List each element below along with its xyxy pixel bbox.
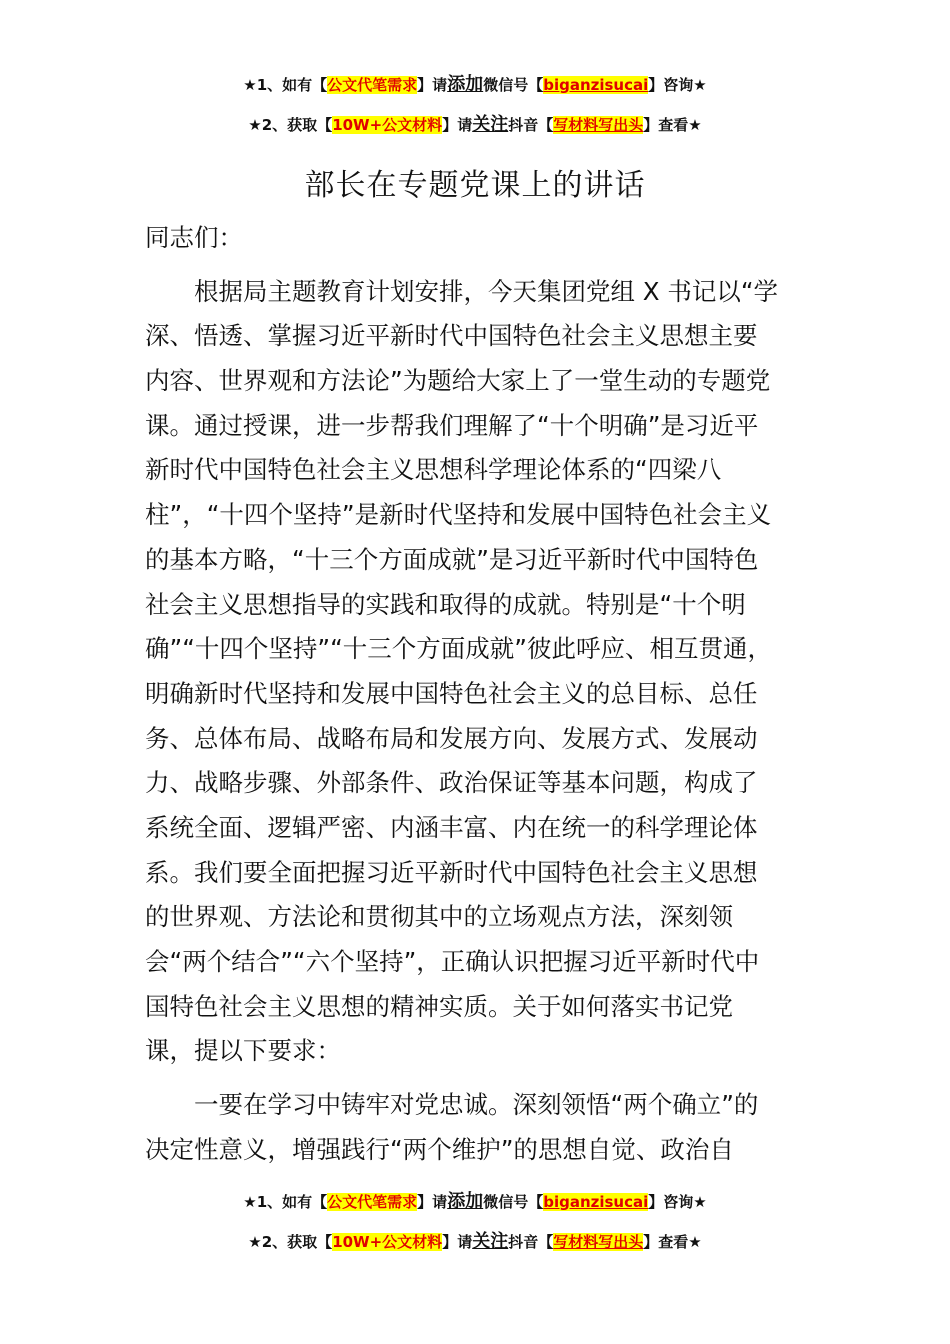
- text-line: 确”“十四个坚持”“十三个方面成就”彼此呼应、相互贯通，: [145, 634, 772, 664]
- promo-emphasis: 添加: [447, 1191, 484, 1212]
- promo-text: 】咨询★: [648, 1193, 707, 1211]
- promo-text: ★1、如有【: [243, 76, 328, 94]
- promo-highlight: 10W+公文材料: [332, 116, 443, 134]
- text-line: 课，提以下要求：: [145, 1036, 341, 1066]
- promo-highlight: 公文代笔需求: [327, 76, 418, 94]
- text-line: 一要在学习中铸牢对党忠诚。深刻领悟“两个确立”的: [145, 1090, 759, 1120]
- text-line: 决定性意义，增强践行“两个维护”的思想自觉、政治自: [145, 1134, 734, 1164]
- text-line: 根据局主题教育计划安排，今天集团党组 X 书记以“学: [145, 276, 779, 306]
- text-line: 社会主义思想指导的实践和取得的成就。特别是“十个明: [145, 589, 746, 619]
- promo-text: 】请: [417, 1193, 448, 1211]
- promo-line-1-footer: [0, 1187, 950, 1213]
- document-title: 部长在专题党课上的讲话: [304, 168, 646, 203]
- text-line: 的世界观、方法论和贯彻其中的立场观点方法，深刻领: [145, 902, 733, 932]
- text-line: 国特色社会主义思想的精神实质。关于如何落实书记党: [145, 991, 733, 1021]
- paragraph-1: [145, 270, 825, 1074]
- document-body: [145, 216, 825, 1172]
- promo-douyin-id: 写材料写出头: [553, 116, 644, 134]
- promo-text: ★1、如有【: [243, 1193, 328, 1211]
- promo-emphasis: 关注: [472, 1231, 509, 1252]
- text-line: 力、战略步骤、外部条件、政治保证等基本问题，构成了: [145, 768, 758, 798]
- promo-emphasis: 添加: [447, 74, 484, 95]
- promo-text: 】请: [442, 1233, 473, 1251]
- promo-wechat-id: biganzisucai: [543, 1193, 649, 1211]
- promo-text: 】咨询★: [648, 76, 707, 94]
- text-line: 的基本方略，“十三个方面成就”是习近平新时代中国特色: [145, 544, 759, 574]
- promo-wechat-id: biganzisucai: [543, 76, 649, 94]
- promo-emphasis: 关注: [472, 114, 509, 135]
- text-line: 明确新时代坚持和发展中国特色社会主义的总目标、总任: [145, 678, 758, 708]
- promo-highlight: 10W+公文材料: [332, 1233, 443, 1251]
- promo-text: 】查看★: [643, 1233, 702, 1251]
- paragraph-2: [145, 1083, 825, 1172]
- text-line: 深、悟透、掌握习近平新时代中国特色社会主义思想主要: [145, 321, 758, 351]
- promo-line-1: [0, 70, 950, 96]
- text-line: 会“两个结合”“六个坚持”，正确认识把握习近平新时代中: [145, 947, 760, 976]
- promo-text: 微信号【: [483, 76, 544, 94]
- text-line: 新时代中国特色社会主义思想科学理论体系的“四梁八: [145, 455, 722, 485]
- promo-text: 抖音【: [508, 1233, 554, 1251]
- promo-text: 】请: [417, 76, 448, 94]
- text-line: 系。我们要全面把握习近平新时代中国特色社会主义思想: [145, 857, 758, 887]
- promo-text: ★2、获取【: [248, 1233, 333, 1251]
- text-line: 课。通过授课，进一步帮我们理解了“十个明确”是习近平: [145, 410, 759, 440]
- text-line: 系统全面、逻辑严密、内涵丰富、内在统一的科学理论体: [145, 812, 758, 842]
- text-line: 柱”，“十四个坚持”是新时代坚持和发展中国特色社会主义: [145, 500, 772, 530]
- promo-text: 微信号【: [483, 1193, 544, 1211]
- promo-line-2-footer: [0, 1227, 950, 1253]
- promo-text: ★2、获取【: [248, 116, 333, 134]
- promo-text: 】请: [442, 116, 473, 134]
- promo-highlight: 公文代笔需求: [327, 1193, 418, 1211]
- promo-douyin-id: 写材料写出头: [553, 1233, 644, 1251]
- text-line: 内容、世界观和方法论”为题给大家上了一堂生动的专题党: [145, 366, 771, 396]
- text-line: 务、总体布局、战略布局和发展方向、发展方式、发展动: [145, 723, 758, 753]
- promo-line-2: [0, 110, 950, 136]
- salutation: 同志们：: [145, 223, 243, 252]
- promo-text: 】查看★: [643, 116, 702, 134]
- promo-text: 抖音【: [508, 116, 554, 134]
